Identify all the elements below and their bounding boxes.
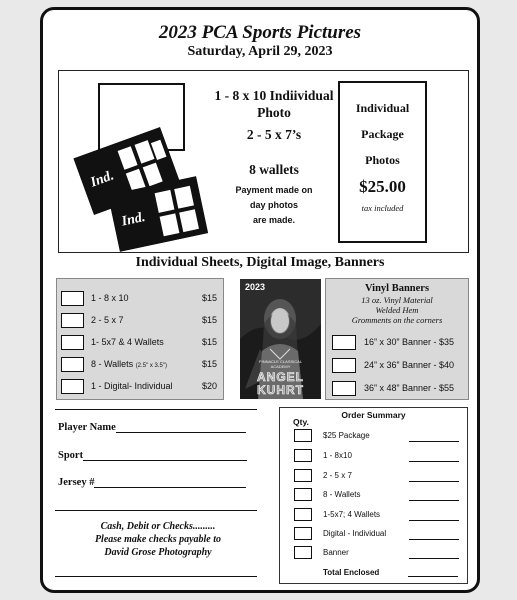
sheet-option-5x7-wallets[interactable] <box>61 335 217 351</box>
banner-sample-photo <box>240 279 321 399</box>
qty-box[interactable] <box>294 429 312 442</box>
qty-box[interactable] <box>294 508 312 521</box>
banners-panel <box>325 278 469 400</box>
package-box <box>58 70 469 253</box>
option-price: $15 <box>201 293 217 303</box>
order-item-label: 8 - Wallets <box>323 490 361 499</box>
amount-line[interactable] <box>409 520 459 521</box>
checkbox[interactable] <box>332 335 356 350</box>
wallet-size-note: (2.5" x 3.5") <box>135 363 167 369</box>
total-label: Total Enclosed <box>323 568 380 577</box>
option-label: 16” x 30” Banner - $35 <box>364 337 455 347</box>
option-label: 1 - Digital- Individual <box>91 381 173 391</box>
form-date: Saturday, April 29, 2023 <box>187 44 333 59</box>
qty-box[interactable] <box>294 527 312 540</box>
qty-box[interactable] <box>294 469 312 482</box>
photo-last-name: KUHRT <box>257 383 304 397</box>
option-price: $15 <box>201 337 217 347</box>
order-summary <box>279 407 468 584</box>
banner-option-36x48[interactable] <box>332 381 460 397</box>
order-row-5x7-wallets[interactable] <box>294 508 459 522</box>
sheet-option-8x10[interactable] <box>61 291 217 307</box>
jersey-field[interactable] <box>58 477 246 488</box>
banners-detail: 13 oz. Vinyl Material <box>361 295 433 305</box>
option-label: 1 - 8 x 10 <box>91 293 129 303</box>
sheets-panel <box>56 278 224 400</box>
payment-note: are made. <box>252 215 296 225</box>
total-line[interactable] <box>408 576 458 577</box>
photo-school: PINNACLE CLASSICAL ACADEMY <box>258 359 303 369</box>
banners-detail: Gromments on the corners <box>351 315 443 325</box>
order-item-label: Banner <box>323 548 349 557</box>
amount-line[interactable] <box>409 558 459 559</box>
option-price: $15 <box>201 315 217 325</box>
field-label: Jersey # <box>58 477 95 488</box>
option-price: $20 <box>201 381 217 391</box>
payment-note: Payment made on <box>235 185 313 195</box>
checkbox[interactable] <box>332 358 356 373</box>
order-row-8x10[interactable] <box>294 449 459 463</box>
payment-info: Cash, Debit or Checks......... Please make checks payable to David Grose Photography <box>94 521 222 558</box>
order-row-banner[interactable] <box>294 546 459 560</box>
order-row-digital[interactable] <box>294 527 459 541</box>
order-item-label: 1 - 8x10 <box>323 451 352 460</box>
order-item-label: 2 - 5 x 7 <box>323 471 352 480</box>
sport-field[interactable] <box>58 450 247 461</box>
sheet-option-wallets[interactable] <box>61 357 217 373</box>
payment-note: day photos <box>249 200 298 210</box>
section-title: Individual Sheets, Digital Image, Banners <box>135 255 385 270</box>
option-label: 8 - Wallets (2.5" x 3.5") <box>91 359 167 369</box>
divider <box>55 576 257 577</box>
package-line-5x7: 2 - 5 x 7’s <box>246 127 302 142</box>
banners-title: Vinyl Banners <box>364 283 430 294</box>
amount-line[interactable] <box>409 500 459 501</box>
package-line-photo: Photo <box>257 105 291 120</box>
option-label: 36” x 48” Banner - $55 <box>364 383 455 393</box>
checkbox[interactable] <box>61 357 84 372</box>
card-label: Ind. <box>88 168 116 191</box>
checkbox[interactable] <box>61 379 84 394</box>
checkbox[interactable] <box>61 335 84 350</box>
amount-line[interactable] <box>409 481 459 482</box>
photo-year: 2023 <box>245 282 266 292</box>
checkbox[interactable] <box>61 313 84 328</box>
tax-note: tax included <box>361 203 404 213</box>
field-label: Player Name <box>58 422 116 433</box>
qty-label: Qty. <box>293 417 309 427</box>
banner-option-24x36[interactable] <box>332 358 460 374</box>
package-line-wallets: 8 wallets <box>249 162 299 177</box>
checkbox[interactable] <box>61 291 84 306</box>
sheet-option-digital[interactable] <box>61 379 217 395</box>
price-box <box>338 81 427 243</box>
option-price: $15 <box>201 359 217 369</box>
order-summary-title: Order Summary <box>341 410 406 420</box>
player-name-field[interactable] <box>58 422 246 433</box>
form-title: 2023 PCA Sports Pictures <box>158 22 362 43</box>
order-row-package[interactable] <box>294 429 459 443</box>
qty-box[interactable] <box>294 449 312 462</box>
price-box-title: Package <box>361 127 404 141</box>
order-row-5x7[interactable] <box>294 469 459 483</box>
option-label: 2 - 5 x 7 <box>91 315 124 325</box>
order-item-label: 1-5x7; 4 Wallets <box>323 510 381 519</box>
order-item-label: $25 Package <box>323 431 370 440</box>
banners-detail: Welded Hem <box>375 305 419 315</box>
option-label: 1- 5x7 & 4 Wallets <box>91 337 164 347</box>
qty-box[interactable] <box>294 546 312 559</box>
divider <box>55 510 257 511</box>
checkbox[interactable] <box>332 381 356 396</box>
amount-line[interactable] <box>409 441 459 442</box>
total-enclosed[interactable] <box>323 568 458 577</box>
order-item-label: Digital - Individual <box>323 529 387 538</box>
sheet-option-5x7[interactable] <box>61 313 217 329</box>
banner-option-16x30[interactable] <box>332 335 460 351</box>
order-form <box>40 7 480 593</box>
option-label: 24” x 36” Banner - $40 <box>364 360 455 370</box>
amount-line[interactable] <box>409 539 459 540</box>
amount-line[interactable] <box>409 461 459 462</box>
order-row-wallets[interactable] <box>294 488 459 502</box>
price-box-title: Photos <box>365 153 400 167</box>
card-label: Ind. <box>120 209 147 230</box>
divider <box>55 409 257 410</box>
package-price: $25.00 <box>359 177 406 196</box>
field-label: Sport <box>58 450 84 461</box>
qty-box[interactable] <box>294 488 312 501</box>
package-line-8x10: 1 - 8 x 10 Indiividual <box>214 88 334 103</box>
photo-first-name: ANGEL <box>257 370 304 384</box>
price-box-title: Individual <box>355 101 410 115</box>
